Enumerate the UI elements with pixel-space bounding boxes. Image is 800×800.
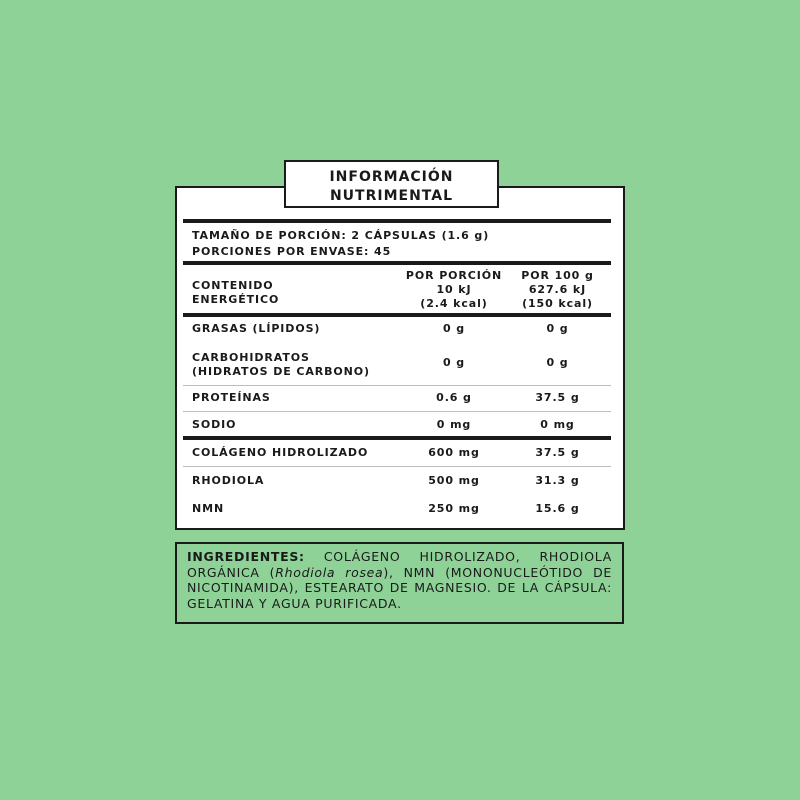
divider-rhodiola [183, 466, 611, 467]
row-nmn-name: NMN [192, 502, 225, 515]
servings-per-container: PORCIONES POR ENVASE: 45 [192, 245, 392, 258]
top-divider [183, 219, 611, 223]
nutrition-title [284, 160, 499, 208]
row-carbs-name: CARBOHIDRATOS (HIDRATOS DE CARBONO) [192, 351, 370, 378]
col-per-serving: POR PORCIÓN 10 kJ (2.4 kcal) [405, 269, 503, 310]
row-sodium-100g: 0 mg [540, 418, 575, 431]
row-carbs-100g: 0 g [546, 356, 569, 369]
row-carbs-serving: 0 g [442, 356, 466, 369]
ingredients-text-1: COLÁGENO HIDROLIZADO, RHODIOLA ORGÁNICA ( [187, 549, 612, 580]
row-protein-name: PROTEÍNAS [192, 391, 271, 404]
ingredients-latin-name: Rhodiola rosea [275, 564, 384, 580]
col-per-100g: POR 100 g 627.6 kJ (150 kcal) [521, 269, 594, 310]
energy-divider [183, 313, 611, 317]
row-sodium-serving: 0 mg [436, 418, 472, 431]
row-protein-serving: 0.6 g [436, 391, 472, 404]
row-collagen-name: COLÁGENO HIDROLIZADO [192, 446, 369, 459]
row-rhodiola-100g: 31.3 g [535, 474, 580, 487]
row-fat-name: GRASAS (LÍPIDOS) [192, 322, 321, 335]
sodium-divider [183, 436, 611, 440]
row-nmn-serving: 250 mg [428, 502, 480, 515]
row-fat-100g: 0 g [546, 322, 569, 335]
row-rhodiola-name: RHODIOLA [192, 474, 265, 487]
divider-sodium [183, 411, 611, 412]
row-sodium-name: SODIO [192, 418, 237, 431]
ingredients-box [175, 542, 624, 624]
energy-label: CONTENIDO ENERGÉTICO [192, 279, 280, 306]
divider-proteins [183, 385, 611, 386]
row-fat-serving: 0 g [442, 322, 466, 335]
row-protein-100g: 37.5 g [535, 391, 580, 404]
row-nmn-100g: 15.6 g [535, 502, 580, 515]
serving-size: TAMAÑO DE PORCIÓN: 2 CÁPSULAS (1.6 g) [192, 229, 490, 242]
row-collagen-serving: 600 mg [428, 446, 480, 459]
row-collagen-100g: 37.5 g [535, 446, 580, 459]
header-divider [183, 261, 611, 265]
row-rhodiola-serving: 500 mg [428, 474, 480, 487]
ingredients-text-2: ), NMN (MONONUCLEÓTIDO DE NICOTINAMIDA), ESTEARATO DE MAGNESIO. DE LA CÁPSULA: GELATINA Y AGUA PURIFICADA. [187, 564, 612, 611]
title-line2: NUTRIMENTAL [329, 188, 454, 204]
ingredients-heading: INGREDIENTES: [187, 549, 305, 564]
title-line1: INFORMACIÓN [329, 169, 454, 185]
